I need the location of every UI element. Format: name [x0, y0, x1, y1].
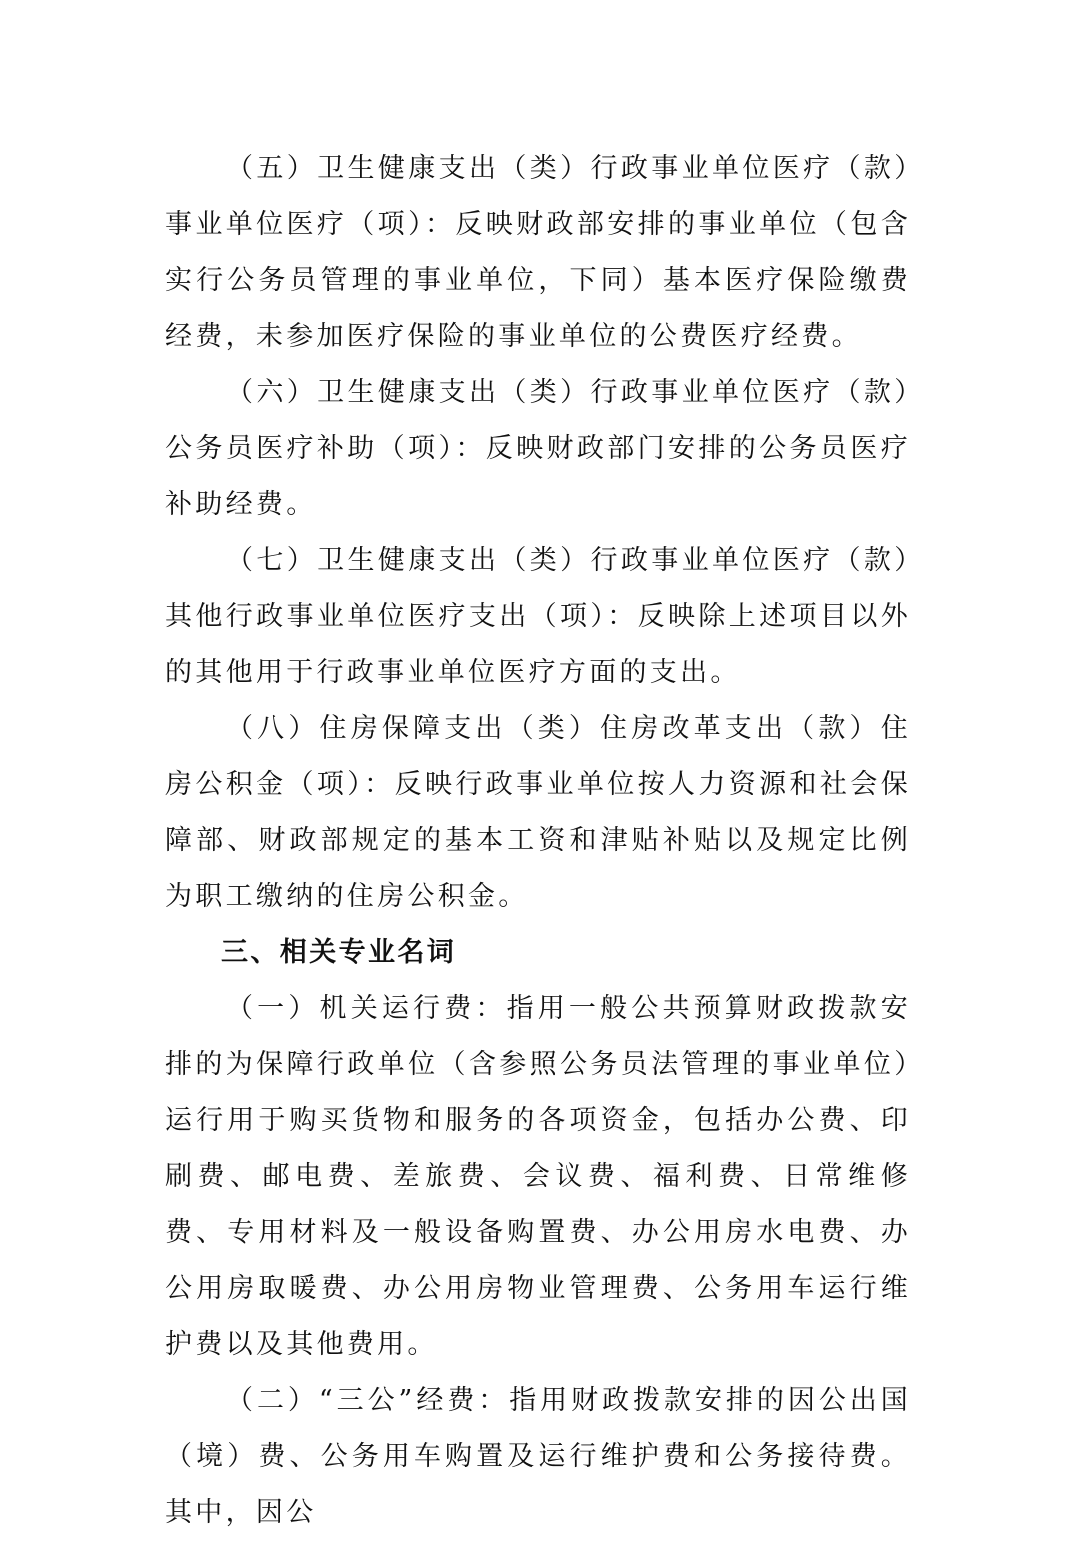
paragraph-item-5: （五）卫生健康支出（类）行政事业单位医疗（款）事业单位医疗（项）：反映财政部安排的事业单位（包含实行公务员管理的事业单位，下同）基本医疗保险缴费经费，未参加医疗保险的事业单位的公费医疗经费。 [165, 153, 911, 352]
document-body [165, 141, 911, 1541]
term-definition-2: （二）“三公”经费：指用财政拨款安排的因公出国（境）费、公务用车购置及运行维护费和公务接待费。其中，因公 [165, 1385, 911, 1528]
section-heading: 三、相关专业名词 [221, 937, 457, 968]
paragraph-item-6: （六）卫生健康支出（类）行政事业单位医疗（款）公务员医疗补助（项）：反映财政部门安排的公务员医疗补助经费。 [165, 377, 911, 520]
term-definition-1: （一）机关运行费：指用一般公共预算财政拨款安排的为保障行政单位（含参照公务员法管理的事业单位）运行用于购买货物和服务的各项资金，包括办公费、印刷费、邮电费、差旅费、会议费、福利费、日常维修费、专用材料及一般设备购置费、办公用房水电费、办公用房取暖费、办公用房物业管理费、公务用车运行维护费以及其他费用。 [165, 993, 911, 1360]
paragraph-item-7: （七）卫生健康支出（类）行政事业单位医疗（款）其他行政事业单位医疗支出（项）：反映除上述项目以外的其他用于行政事业单位医疗方面的支出。 [165, 545, 911, 688]
paragraph-item-8: （八）住房保障支出（类）住房改革支出（款）住房公积金（项）：反映行政事业单位按人力资源和社会保障部、财政部规定的基本工资和津贴补贴以及规定比例为职工缴纳的住房公积金。 [165, 713, 911, 912]
